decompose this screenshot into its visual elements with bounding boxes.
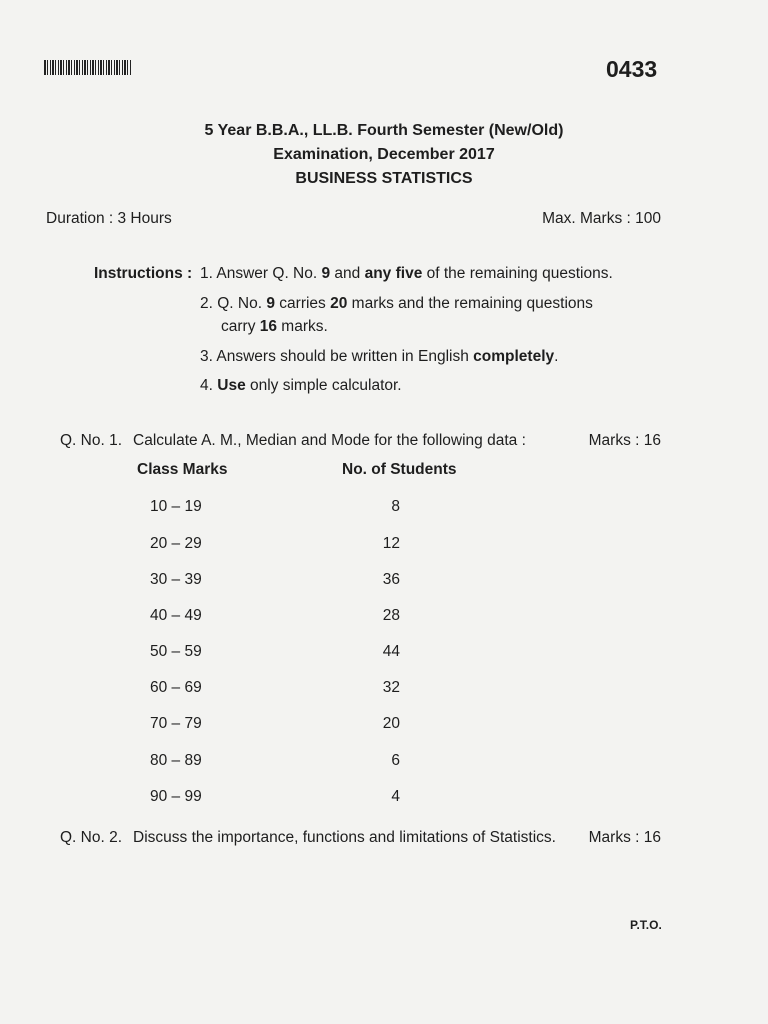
max-marks: Max. Marks : 100 <box>542 210 661 227</box>
exam-title-line1: 5 Year B.B.A., LL.B. Fourth Semester (New/Old) <box>204 122 564 139</box>
class-cell: 70 – 79 <box>150 715 202 732</box>
barcode <box>44 60 132 75</box>
instruction-3: 3. Answers should be written in English completely. <box>200 348 559 365</box>
class-cell: 50 – 59 <box>150 643 202 660</box>
column-header-class-marks: Class Marks <box>137 461 228 478</box>
column-header-students: No. of Students <box>342 461 457 478</box>
paper-code: 0433 <box>606 56 658 82</box>
class-cell: 60 – 69 <box>150 679 202 696</box>
students-cell: 44 <box>382 643 400 660</box>
class-cell: 20 – 29 <box>150 535 202 552</box>
class-cell: 40 – 49 <box>150 607 202 624</box>
students-cell: 28 <box>382 607 400 624</box>
class-cell: 10 – 19 <box>150 498 202 515</box>
students-cell: 12 <box>382 535 400 552</box>
students-cell: 8 <box>391 498 400 515</box>
students-cell: 36 <box>382 571 400 588</box>
q1-marks: Marks : 16 <box>588 432 661 449</box>
pto-note: P.T.O. <box>630 918 662 932</box>
instructions-label: Instructions : <box>94 265 193 282</box>
exam-title-line2: Examination, December 2017 <box>273 146 495 163</box>
q2-label: Q. No. 2. <box>60 829 123 846</box>
q1-label: Q. No. 1. <box>60 432 123 449</box>
instruction-2-continued: carry 16 marks. <box>221 318 328 335</box>
class-cell: 90 – 99 <box>150 788 202 805</box>
students-cell: 20 <box>382 715 400 732</box>
duration: Duration : 3 Hours <box>46 210 172 227</box>
q2-marks: Marks : 16 <box>588 829 661 846</box>
q2-text: Discuss the importance, functions and limitations of Statistics. <box>133 829 556 846</box>
q1-text: Calculate A. M., Median and Mode for the following data : <box>133 432 526 449</box>
instruction-1: 1. Answer Q. No. 9 and any five of the remaining questions. <box>200 265 613 282</box>
students-cell: 32 <box>382 679 400 696</box>
instruction-2: 2. Q. No. 9 carries 20 marks and the remaining questions <box>200 295 593 312</box>
students-cell: 6 <box>391 752 400 769</box>
class-cell: 80 – 89 <box>150 752 202 769</box>
class-cell: 30 – 39 <box>150 571 202 588</box>
subject-title: BUSINESS STATISTICS <box>295 170 473 187</box>
instruction-4: 4. Use only simple calculator. <box>200 377 402 394</box>
students-cell: 4 <box>391 788 400 805</box>
